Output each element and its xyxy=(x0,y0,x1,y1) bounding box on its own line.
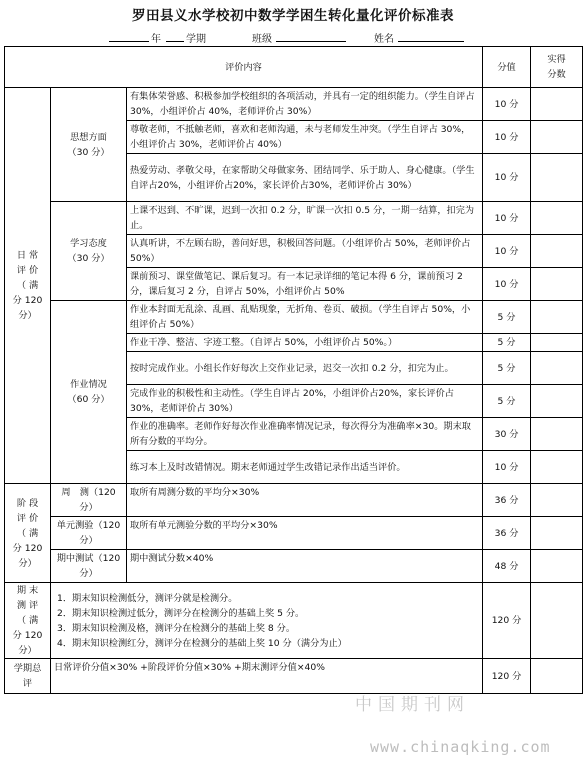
table-row xyxy=(5,659,583,694)
table-row xyxy=(5,88,583,121)
item-text: 热爱劳动、孝敬父母，在家帮助父母做家务、团结同学、乐于助人、身心健康。（学生自评占20%，小组评价占20%，家长评价占30%，老师评价占 30%） xyxy=(127,154,483,202)
table-row xyxy=(5,301,583,334)
item-score: 10 分 xyxy=(483,154,531,202)
group-thought: 思想方面（30 分） xyxy=(51,88,127,202)
page-title: 罗田县义水学校初中数学学困生转化量化评价标准表 xyxy=(132,8,454,24)
final-rules xyxy=(51,583,483,659)
watermark-cn: 中国期刊网 xyxy=(355,695,470,715)
item-score: 36 分 xyxy=(483,484,531,517)
actual-score-cell[interactable] xyxy=(531,418,583,451)
term-label: 学期 xyxy=(186,34,206,45)
actual-score-cell[interactable] xyxy=(531,550,583,583)
item-score: 10 分 xyxy=(483,451,531,484)
item-text: 有集体荣誉感、积极参加学校组织的各项活动，并具有一定的组织能力。（学生自评占 30%，小组评价占 40%，老师评价占 30%） xyxy=(127,88,483,121)
item-text: 完成作业的积极性和主动性。（学生自评占 20%，小组评价占20%，家长评价占 30%，老师评价占 30%） xyxy=(127,385,483,418)
term-field[interactable] xyxy=(166,30,184,42)
year-field[interactable] xyxy=(109,30,149,42)
name-field[interactable] xyxy=(398,30,464,42)
table-row xyxy=(5,202,583,235)
stage-category: 阶 段 评 价 （ 满 分 120 分） xyxy=(5,484,51,583)
header-row xyxy=(5,47,583,88)
final-rule-line: 4．期末知识检测红分，测评分在检测分的基础上奖 10 分（满分为止） xyxy=(57,637,347,649)
actual-score-cell[interactable] xyxy=(531,484,583,517)
total-score: 120 分 xyxy=(483,659,531,694)
total-formula: 日常评价分值×30% +阶段评价分值×30% +期末测评分值×40% xyxy=(51,659,483,694)
actual-score-cell[interactable] xyxy=(531,235,583,268)
stage-name: 单元测验（120 分） xyxy=(51,517,127,550)
table-row xyxy=(5,517,583,550)
item-text: 作业干净、整洁、字迹工整。（自评占 50%，小组评价占 50%。） xyxy=(127,334,483,352)
actual-score-cell[interactable] xyxy=(531,517,583,550)
actual-score-cell[interactable] xyxy=(531,583,583,659)
stage-name: 期中测试（120 分） xyxy=(51,550,127,583)
table-row xyxy=(5,583,583,659)
header-actual-line2: 分数 xyxy=(547,69,566,80)
item-score: 5 分 xyxy=(483,352,531,385)
group-homework: 作业情况（60 分） xyxy=(51,301,127,484)
actual-score-cell[interactable] xyxy=(531,88,583,121)
header-score: 分值 xyxy=(483,47,531,88)
item-score: 10 分 xyxy=(483,202,531,235)
item-score: 10 分 xyxy=(483,268,531,301)
actual-score-cell[interactable] xyxy=(531,268,583,301)
table-row xyxy=(5,484,583,517)
item-score: 48 分 xyxy=(483,550,531,583)
item-score: 5 分 xyxy=(483,334,531,352)
class-field[interactable] xyxy=(276,30,346,42)
item-text: 作业的准确率。老师作好每次作业准确率情况记录，每次得分为准确率×30。期末取所有分数的平均分。 xyxy=(127,418,483,451)
item-text: 上课不迟到、不旷课，迟到一次扣 0.2 分，旷课一次扣 0.5 分，一期一结算，扣完为止。 xyxy=(127,202,483,235)
group-attitude: 学习态度（30 分） xyxy=(51,202,127,301)
item-text: 期中测试分数×40% xyxy=(127,550,483,583)
final-rule-line: 2．期末知识检测过低分，测评分在检测分的基础上奖 5 分。 xyxy=(57,607,305,619)
header-content: 评价内容 xyxy=(5,47,483,88)
item-text: 课前预习、课堂做笔记、课后复习。有一本记录详细的笔记本得 6 分，课前预习 2 分，课后复习 2 分，自评占 50%，小组评价占 50% xyxy=(127,268,483,301)
evaluation-table xyxy=(4,46,583,694)
final-rule-line: 3．期末知识检测及格，测评分在检测分的基础上奖 8 分。 xyxy=(57,622,296,634)
header-actual-line1: 实得 xyxy=(547,54,566,65)
item-text: 按时完成作业。小组长作好每次上交作业记录，迟交一次扣 0.2 分，扣完为止。 xyxy=(127,352,483,385)
final-score: 120 分 xyxy=(483,583,531,659)
final-category: 期 末 测 评 （ 满 分 120 分） xyxy=(5,583,51,659)
item-score: 36 分 xyxy=(483,517,531,550)
year-label: 年 xyxy=(151,34,161,45)
item-text: 取所有周测分数的平均分×30% xyxy=(127,484,483,517)
stage-name: 周 测（120 分） xyxy=(51,484,127,517)
table-row xyxy=(5,550,583,583)
final-rule-line: 1．期末知识检测低分，测评分就是检测分。 xyxy=(57,592,238,604)
actual-score-cell[interactable] xyxy=(531,352,583,385)
actual-score-cell[interactable] xyxy=(531,154,583,202)
actual-score-cell[interactable] xyxy=(531,659,583,694)
actual-score-cell[interactable] xyxy=(531,121,583,154)
daily-category: 日 常 评 价 （ 满 分 120 分） xyxy=(5,88,51,484)
actual-score-cell[interactable] xyxy=(531,301,583,334)
item-score: 10 分 xyxy=(483,88,531,121)
item-score: 10 分 xyxy=(483,235,531,268)
total-category: 学期总评 xyxy=(5,659,51,694)
actual-score-cell[interactable] xyxy=(531,385,583,418)
actual-score-cell[interactable] xyxy=(531,202,583,235)
watermark-url: www.chinaqking.com xyxy=(370,738,551,756)
name-label: 姓名 xyxy=(374,34,394,45)
header-actual xyxy=(531,47,583,88)
item-score: 5 分 xyxy=(483,385,531,418)
actual-score-cell[interactable] xyxy=(531,334,583,352)
item-text: 作业本封面无乱涂、乱画、乱贴现象，无折角、卷页、破损。（学生自评占 50%，小组评价占 50%） xyxy=(127,301,483,334)
item-text: 尊敬老师，不抵触老师，喜欢和老师沟通，未与老师发生冲突。（学生自评占 30%，小组评价占 30%，老师评价占 40%） xyxy=(127,121,483,154)
item-score: 10 分 xyxy=(483,121,531,154)
item-text: 认真听讲，不左顾右盼，善问好思，积极回答问题。（小组评价占 50%，老师评价占 50%） xyxy=(127,235,483,268)
item-text: 练习本上及时改错情况。期末老师通过学生改错记录作出适当评价。 xyxy=(127,451,483,484)
class-label: 班级 xyxy=(252,34,272,45)
item-text: 取所有单元测验分数的平均分×30% xyxy=(127,517,483,550)
item-score: 30 分 xyxy=(483,418,531,451)
actual-score-cell[interactable] xyxy=(531,451,583,484)
item-score: 5 分 xyxy=(483,301,531,334)
